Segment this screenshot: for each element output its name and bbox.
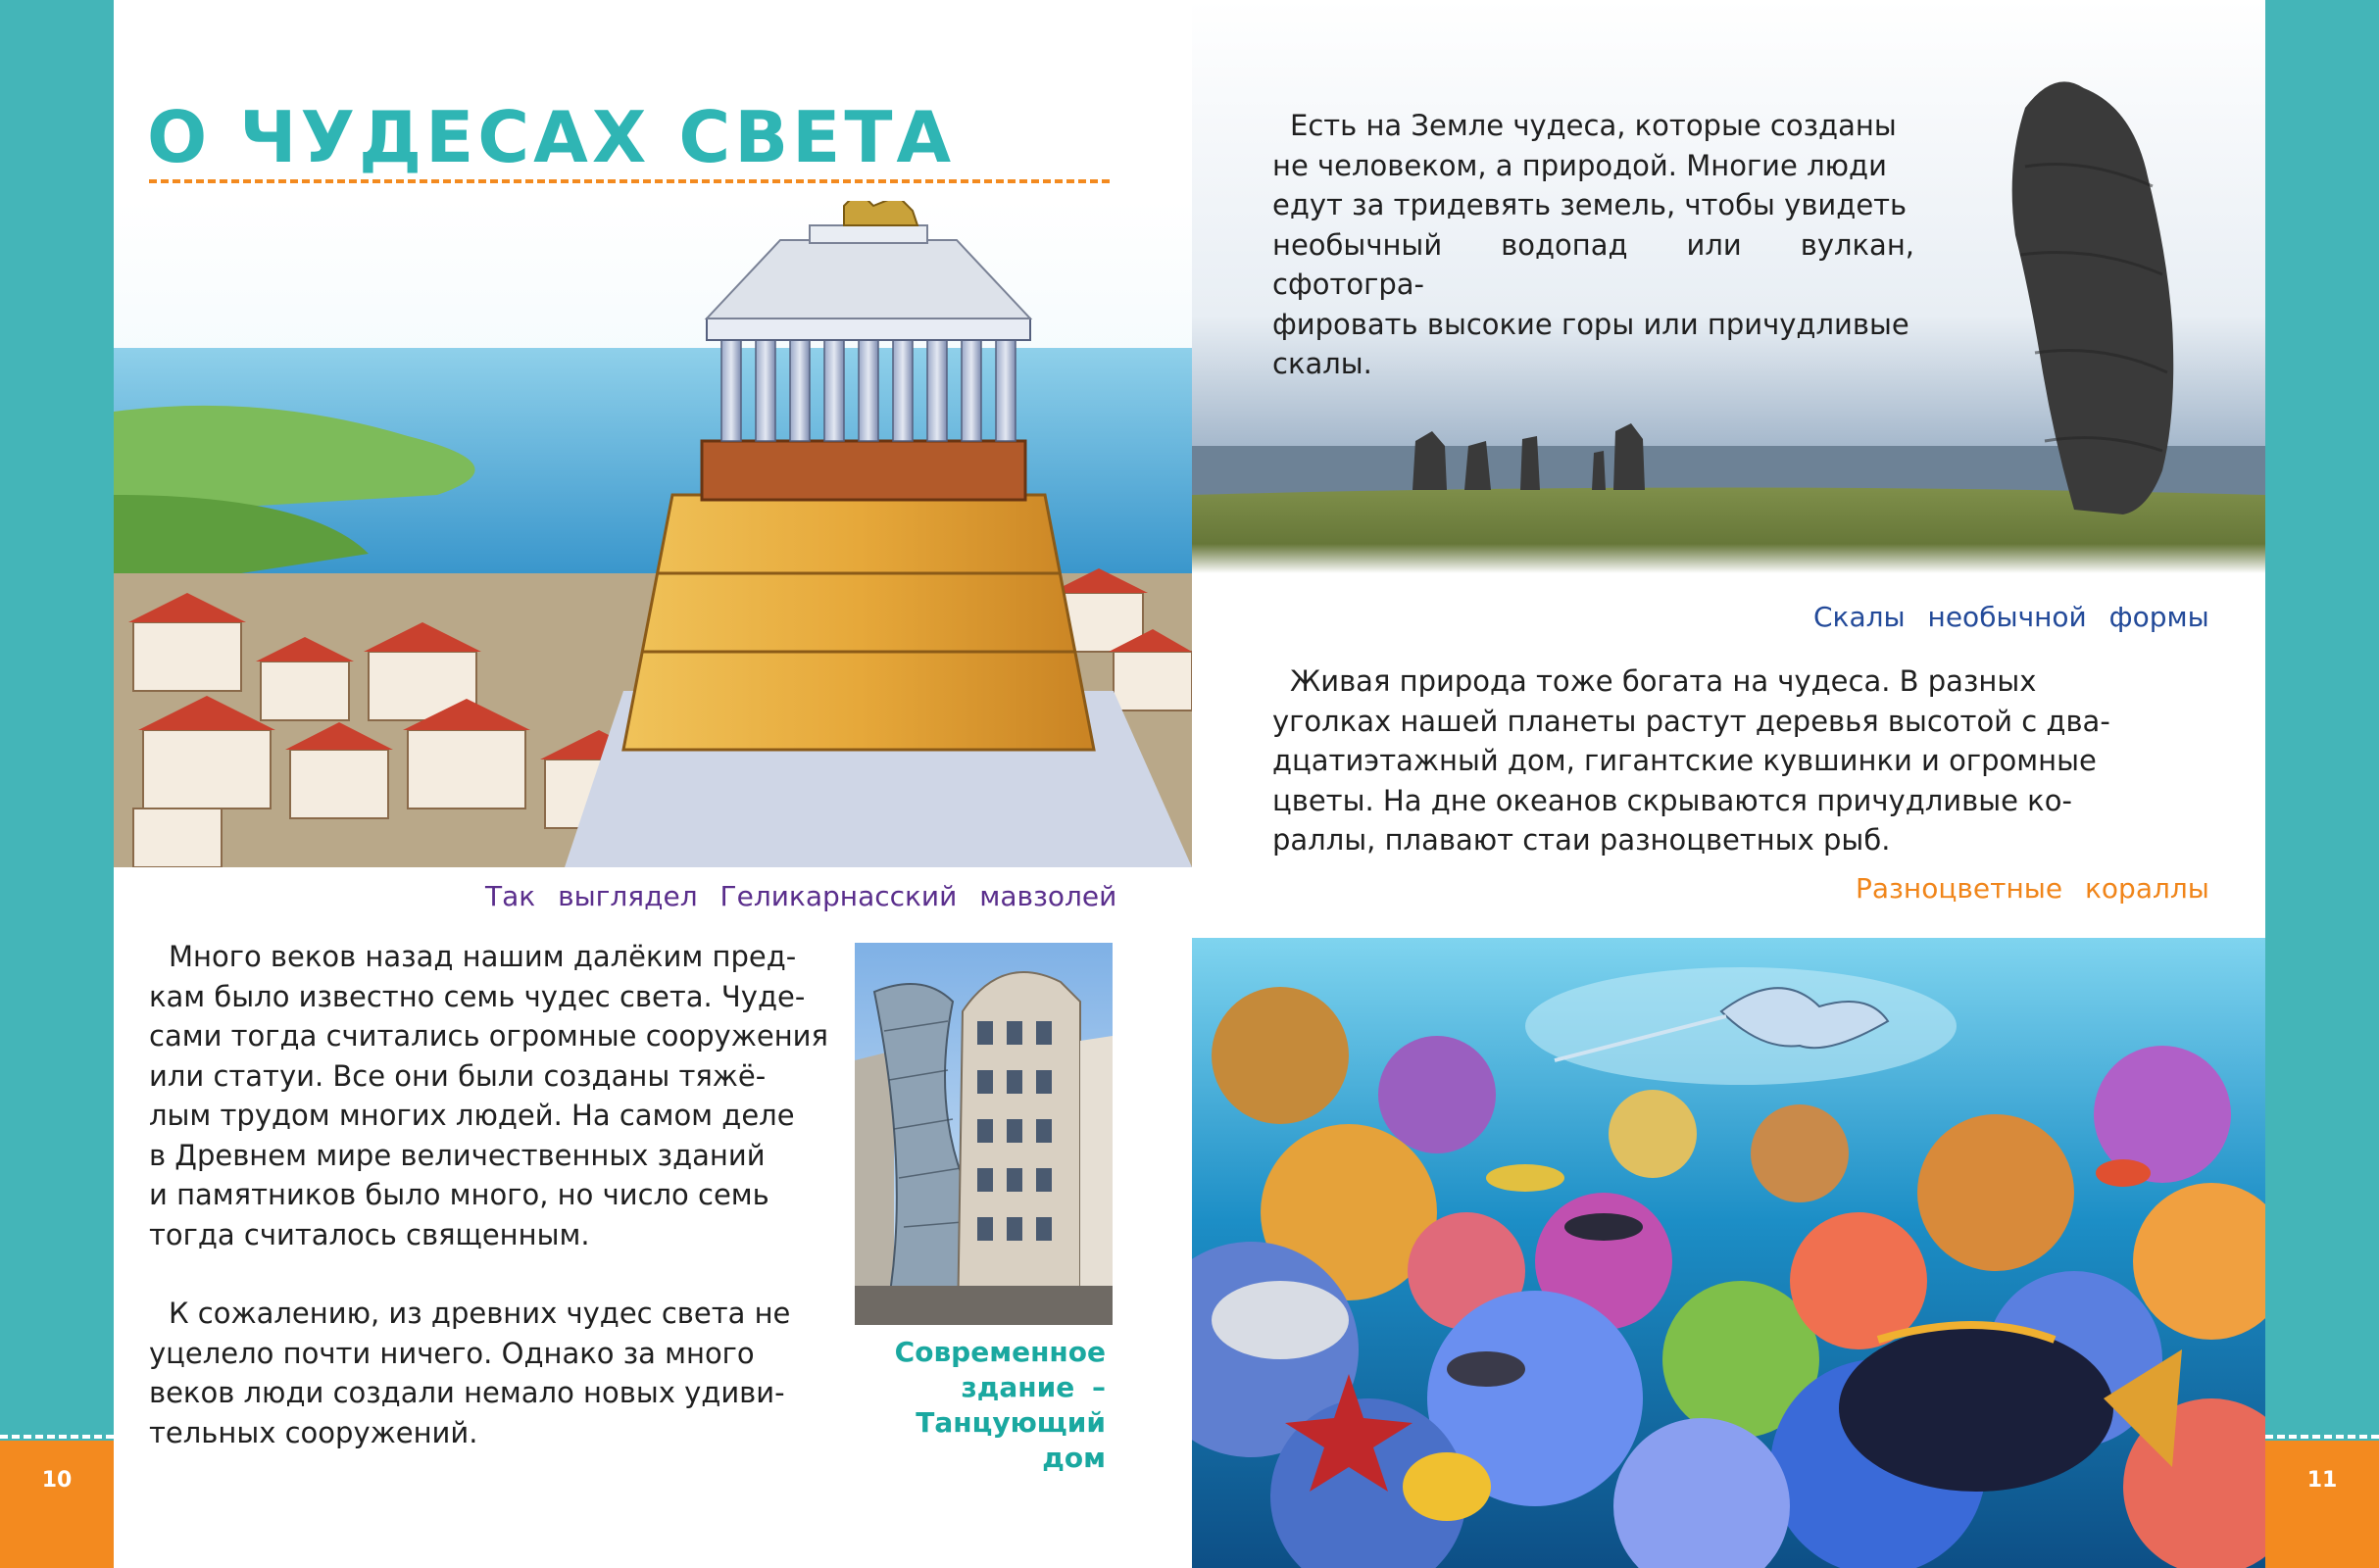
caption-mausoleum: Так выглядел Геликарнасский мавзолей: [485, 880, 1117, 912]
paragraph-living-nature: Живая природа тоже богата на чудеса. В разных уголках нашей планеты растут деревья высотой с два- дцатиэтажный дом, гигантские кувшинки и огромные цветы. На дне океанов скрываются причудливые ко- раллы, плавают стаи разноцветных рыб.: [1272, 664, 2110, 857]
paragraph-nature-intro: Есть на Земле чудеса, которые созданы не человеком, а природой. Многие люди едут за тридевять земель, чтобы увидеть необычный водопад или вулкан, сфотогра- фировать высокие горы или причудливые скалы.: [1272, 109, 1914, 380]
caption-rocks: Скалы необычной формы: [1813, 601, 2209, 633]
caption-corals: Разноцветные кораллы: [1856, 872, 2209, 905]
paragraph-new-wonders: К сожалению, из древних чудес света не уцелело почти ничего. Однако за много веков люди создали немало новых удиви- тельных сооружений.: [149, 1297, 791, 1449]
dancing-house-photo: [855, 943, 1113, 1325]
corals-photo: [1192, 938, 2265, 1568]
left-tab-dash: [0, 1435, 114, 1439]
mausoleum-illustration: [114, 201, 1192, 867]
right-page-number: 11: [2306, 1468, 2338, 1493]
page-title: О ЧУДЕСАХ СВЕТА: [147, 96, 956, 178]
right-tab-dash: [2265, 1435, 2379, 1439]
right-side-band: [2265, 0, 2379, 1568]
right-page-tab: [2265, 1441, 2379, 1568]
paragraph-ancient-wonders: Много веков назад нашим далёким пред- кам было известно семь чудес света. Чуде- сами тогда считались огромные сооружения или статуи. Все они были созданы тяжё- лым трудом многих людей. На самом деле в Древнем мире величественных зданий и памятников было много, но число семь тогда считалось священным.: [149, 940, 828, 1251]
left-side-band: [0, 0, 114, 1568]
caption-dancing-house: Современное здание – Танцующий дом: [894, 1336, 1106, 1474]
left-page-number: 10: [41, 1468, 73, 1493]
title-dashed-rule: [149, 179, 1110, 183]
left-page-tab: [0, 1441, 114, 1568]
